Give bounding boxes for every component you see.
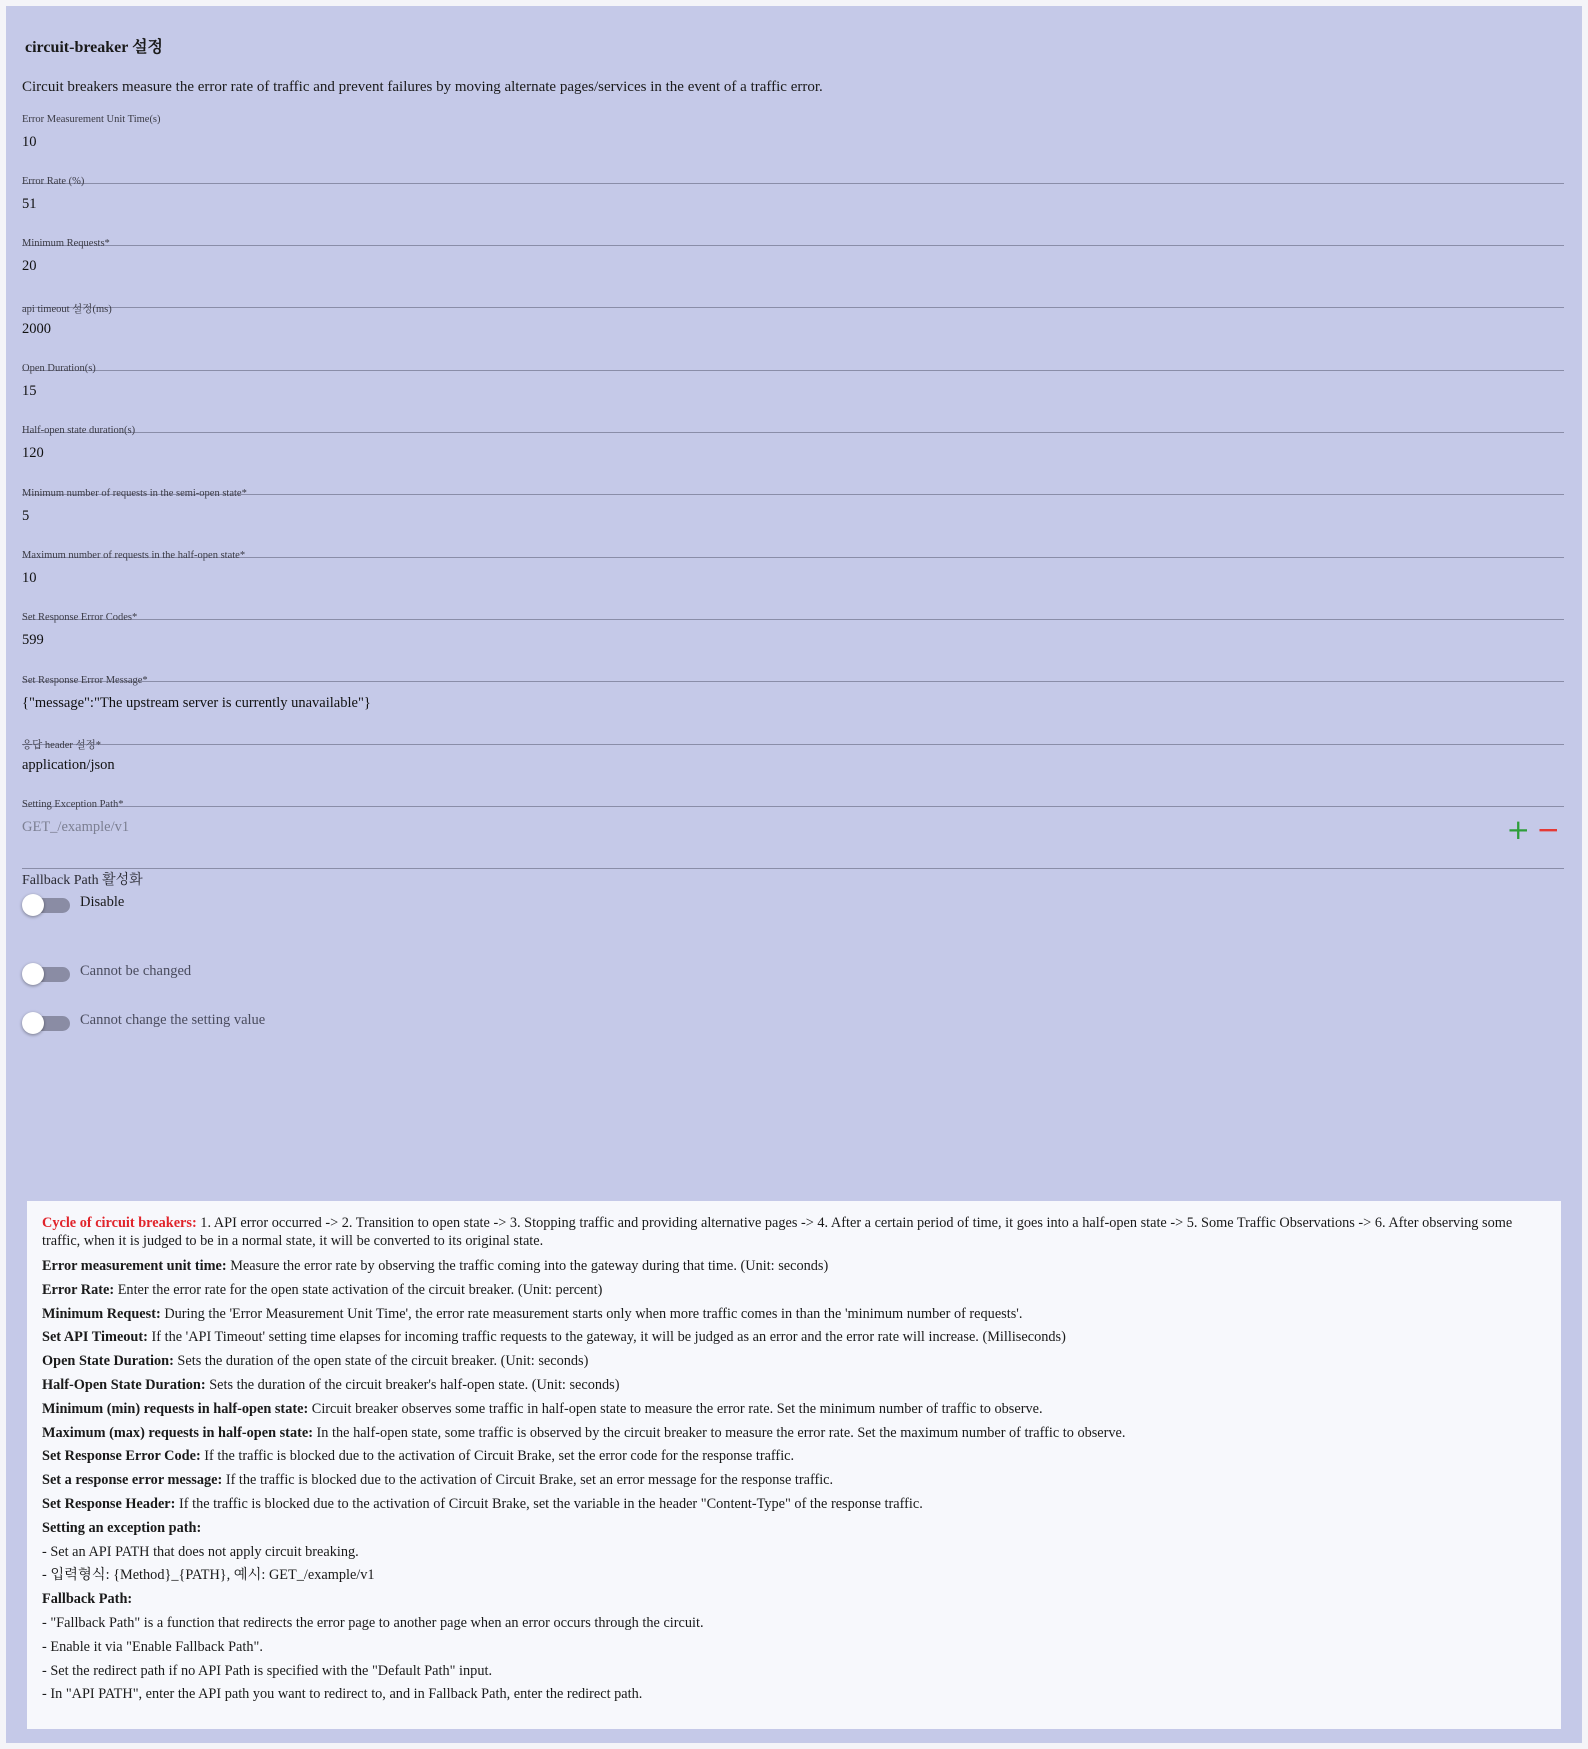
api-timeout-field[interactable] [22,301,1564,371]
help-text: In the half-open state, some traffic is observed by the circuit breaker to measure the error rate. Set the maximum number of traffic to observe. [312,1424,1126,1441]
cannot-be-changed-toggle[interactable] [22,963,70,985]
help-fallback-line: - Set the redirect path if no API Path is specified with the "Default Path" input. [42,1662,493,1679]
help-fallback-line: - Enable it via "Enable Fallback Path". [42,1638,263,1655]
help-fallback-title [42,1588,1542,1612]
cannot-change-setting-toggle[interactable] [22,1012,70,1034]
response-header-field[interactable] [22,737,1564,807]
help-item [42,1398,1542,1422]
help-exception-title [42,1517,1542,1541]
error-measurement-unit-time-field[interactable] [22,114,1564,184]
help-exception-line: - 입력형식: {Method}_{PATH}, 예시: GET_/example/v1 [42,1567,375,1584]
open-duration-input[interactable]: 15 [22,383,37,399]
help-text: If the traffic is blocked due to the activation of Circuit Brake, set the error code for the response traffic. [200,1448,795,1465]
field-label: 응답 header 설정* [22,740,102,751]
help-item [42,1374,1542,1398]
open-duration-field[interactable] [22,363,1564,433]
toggle-thumb [22,1012,44,1034]
help-term: Fallback Path: [42,1591,133,1608]
help-text: Sets the duration of the open state of the circuit breaker. (Unit: seconds) [173,1353,589,1370]
help-cycle [42,1214,1542,1250]
field-label: Setting Exception Path* [22,799,124,810]
help-term: Minimum (min) requests in half-open state: [42,1400,309,1417]
field-label: Error Measurement Unit Time(s) [22,114,161,125]
help-content [42,1214,1542,1707]
field-label: Set Response Error Message* [22,675,148,686]
half-open-min-requests-field[interactable] [22,488,1564,558]
field-label: Maximum number of requests in the half-open state* [22,550,246,561]
help-item [42,1445,1542,1469]
help-text: Measure the error rate by observing the traffic coming into the gateway during that time. (Unit: seconds) [226,1258,829,1274]
toggle-thumb [22,963,44,985]
half-open-min-requests-input[interactable]: 5 [22,508,30,524]
help-text: If the traffic is blocked due to the activation of Circuit Brake, set the variable in the header "Content-Type" of the response traffic. [175,1495,923,1512]
help-item [42,1422,1542,1446]
cannot-be-changed-label: Cannot be changed [80,963,192,979]
field-label: Open Duration(s) [22,363,96,374]
help-item [42,1279,1542,1303]
circuit-breaker-settings-panel [6,6,1582,1743]
help-term: Setting an exception path: [42,1519,202,1536]
fallback-path-state: Disable [80,894,125,910]
help-term: Error Rate: [42,1281,115,1298]
half-open-max-requests-field[interactable] [22,550,1564,620]
exception-path-field[interactable] [22,799,1564,869]
exception-path-input[interactable]: GET_/example/v1 [22,819,130,835]
response-error-codes-field[interactable] [22,612,1564,682]
page-title: circuit-breaker 설정 [25,39,163,56]
help-fallback-line: - In "API PATH", enter the API path you want to redirect to, and in Fallback Path, enter the redirect path. [42,1686,643,1703]
help-term: Set Response Error Code: [42,1448,201,1465]
minimum-requests-field[interactable] [22,238,1564,308]
help-text: Enter the error rate for the open state activation of the circuit breaker. (Unit: percent) [114,1281,603,1298]
half-open-duration-input[interactable]: 120 [22,445,44,461]
half-open-max-requests-input[interactable]: 10 [22,570,37,586]
help-term: Set API Timeout: [42,1329,148,1346]
field-label: Minimum number of requests in the semi-open state* [22,488,247,499]
add-path-icon[interactable]: + [1506,813,1530,846]
help-item [42,1326,1542,1350]
response-error-codes-input[interactable]: 599 [22,632,44,648]
fallback-path-toggle[interactable] [22,894,70,916]
help-item [42,1469,1542,1493]
help-fallback-line: - "Fallback Path" is a function that redirects the error page to another page when an error occurs through the circuit. [42,1614,704,1631]
help-text: During the 'Error Measurement Unit Time', the error rate measurement starts only when more traffic comes in than the 'minimum number of requests'. [160,1305,1023,1322]
error-rate-field[interactable] [22,176,1564,246]
error-rate-input[interactable]: 51 [22,196,37,212]
response-error-message-input[interactable]: {"message":"The upstream server is currently unavailable"} [22,695,371,711]
help-text: Circuit breaker observes some traffic in half-open state to measure the error rate. Set the minimum number of traffic to observe. [308,1400,1043,1417]
api-timeout-input[interactable]: 2000 [22,321,51,337]
minimum-requests-input[interactable]: 20 [22,258,37,274]
help-term: Minimum Request: [42,1305,161,1322]
field-label: Set Response Error Codes* [22,612,138,623]
toggle-thumb [22,894,44,916]
page-description: Circuit breakers measure the error rate of traffic and prevent failures by moving alternate pages/services in the event of a traffic error. [22,79,823,95]
help-text: Sets the duration of the circuit breaker's half-open state. (Unit: seconds) [205,1376,620,1393]
help-item [42,1350,1542,1374]
cannot-change-setting-label: Cannot change the setting value [80,1012,266,1028]
help-term: Half-Open State Duration: [42,1376,206,1393]
field-label: Error Rate (%) [22,176,85,187]
help-item [42,1493,1542,1517]
help-cycle-title: Cycle of circuit breakers: [42,1215,197,1231]
response-header-input[interactable]: application/json [22,757,115,773]
half-open-duration-field[interactable] [22,425,1564,495]
help-box [27,1201,1561,1729]
help-term: Maximum (max) requests in half-open state: [42,1424,313,1441]
help-term: Set a response error message: [42,1472,223,1489]
field-label: Half-open state duration(s) [22,425,136,436]
help-item [42,1255,1542,1279]
remove-path-icon[interactable]: − [1536,813,1560,846]
help-cycle-text: 1. API error occurred -> 2. Transition to open state -> 3. Stopping traffic and providing alternative pages -> 4. After a certain period of time, it goes into a half-open state -> 5. Some Traffic Observations -> 6. After observing some traffic, when it is judged to be in a normal state, it will be converted to its original state. [42,1215,1513,1249]
field-label: api timeout 설정(ms) [22,304,112,315]
help-text: If the 'API Timeout' setting time elapses for incoming traffic requests to the gateway, it will be judged as an error and the error rate will increase. (Milliseconds) [147,1329,1066,1346]
help-item [42,1303,1542,1327]
help-term: Open State Duration: [42,1353,174,1370]
help-term: Error measurement unit time: [42,1258,227,1274]
field-label: Minimum Requests* [22,238,110,249]
help-term: Set Response Header: [42,1495,176,1512]
help-exception-line: - Set an API PATH that does not apply circuit breaking. [42,1543,359,1560]
error-measurement-unit-time-input[interactable]: 10 [22,134,37,150]
response-error-message-field[interactable] [22,675,1564,745]
help-text: If the traffic is blocked due to the activation of Circuit Brake, set an error message for the response traffic. [222,1472,834,1489]
fallback-path-label: Fallback Path 활성화 [22,873,143,888]
